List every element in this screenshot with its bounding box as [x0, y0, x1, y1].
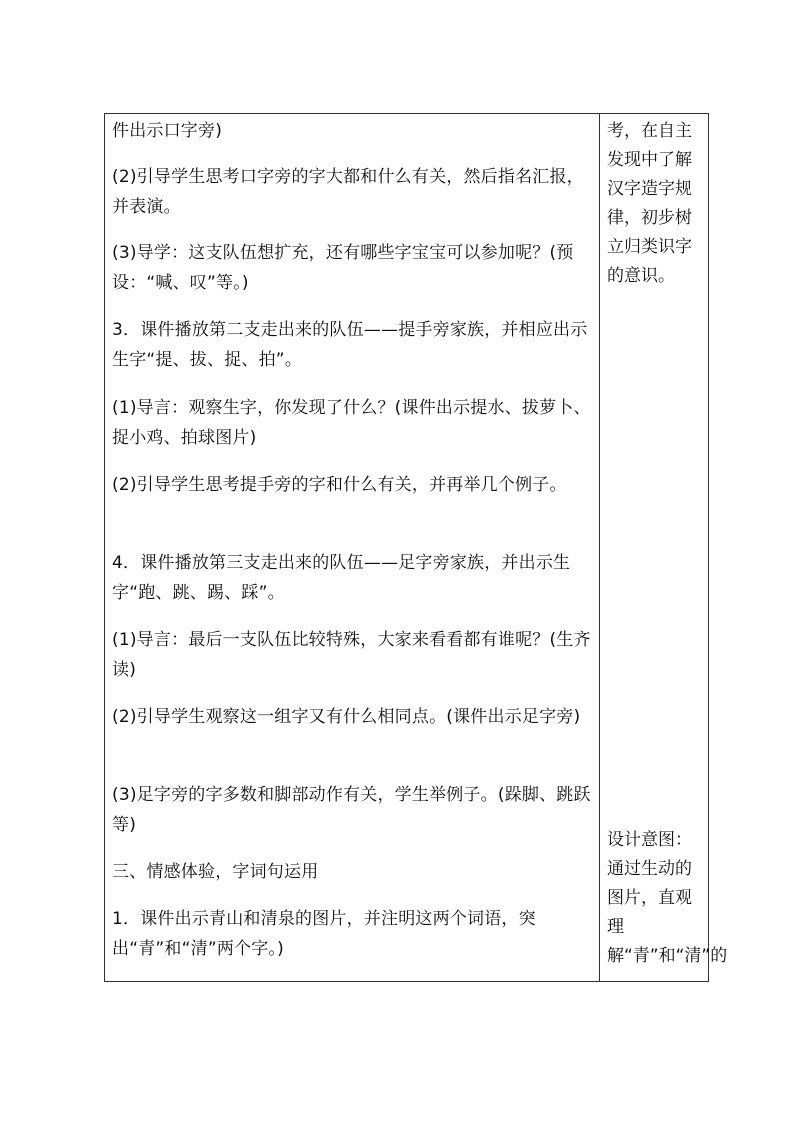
paragraph-9: (2)引导学生观察这一组字又有什么相同点。(课件出示足字旁) — [112, 707, 581, 727]
paragraph-5: (1)导言：观察生字，你发现了什么？(课件出示提水、拔萝卜、捉小鸡、拍球图片) — [112, 398, 591, 448]
lesson-table — [104, 113, 728, 982]
side-note-2: 设计意图：通过生动的图片，直观理解“青”和“清”的 — [607, 830, 728, 966]
paragraph-7: 4．课件播放第三支走出来的队伍——足字旁家族，并出示生字“跑、跳、踢、踩”。 — [112, 553, 571, 603]
paragraph-10: (3)足字旁的字多数和脚部动作有关，学生举例子。(跺脚、跳跃等) — [112, 785, 591, 835]
side-note-1: 考，在自主发现中了解汉字造字规律，初步树立归类识字的意识。 — [607, 121, 692, 286]
section-heading: 三、情感体验，字词句运用 — [112, 862, 319, 882]
paragraph-1: 件出示口字旁) — [112, 121, 223, 141]
column-divider — [599, 114, 600, 981]
paragraph-8: (1)导言：最后一支队伍比较特殊，大家来看看都有谁呢？(生齐读) — [112, 630, 591, 680]
paragraph-6: (2)引导学生思考提手旁的字和什么有关，并再举几个例子。 — [112, 475, 567, 495]
paragraph-3: (3)导学：这支队伍想扩充，还有哪些字宝宝可以参加呢？(预设：“喊、叹”等。) — [112, 243, 574, 293]
paragraph-2: (2)引导学生思考口字旁的字大都和什么有关，然后指名汇报，并表演。 — [112, 167, 584, 217]
paragraph-12: 1．课件出示青山和清泉的图片，并注明这两个词语，突出“青”和“清”两个字。) — [112, 909, 536, 959]
paragraph-4: 3．课件播放第二支走出来的队伍——提手旁家族，并相应出示生字“提、拔、捉、拍”。 — [112, 320, 588, 370]
